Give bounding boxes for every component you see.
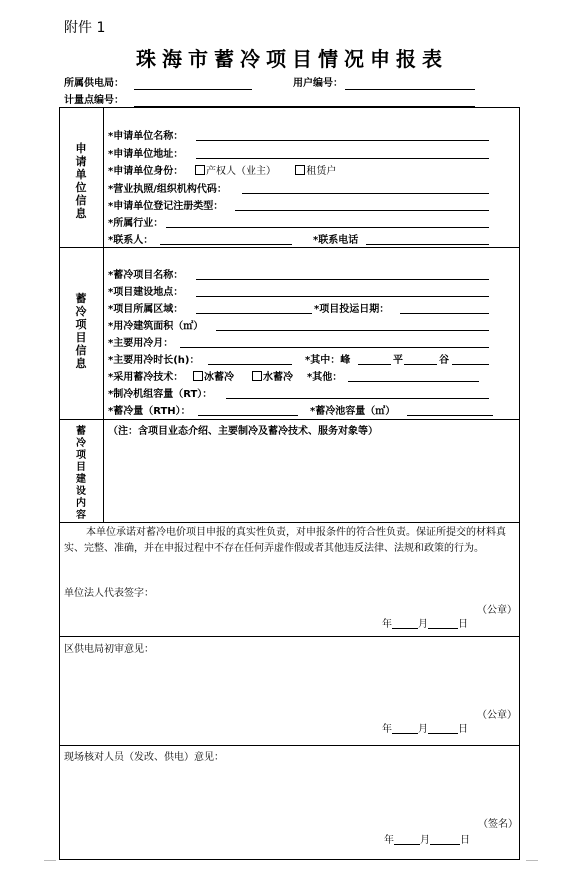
divider [59,636,520,637]
storage-capacity-label: *蓄冷量（RTH）： [108,406,191,417]
cooling-hours-label: *主要用冷时长(h)： [108,355,200,366]
user-no-label: 用户编号： [293,78,343,89]
phone-label: *联系电话 [313,235,359,246]
area-field[interactable] [216,319,489,331]
commitment-text: 本单位承诺对蓄冷电价项目申报的真实性负责，对申报条件的符合性负责。保证所提交的材料真实、完整、准确，并在申报过程中不存在任何弄虚作假或者其他违反法律、法规和政策的行为。 [64,527,506,554]
project-region-field[interactable] [196,302,312,314]
area-label: *用冷建筑面积（㎡） [108,321,204,332]
valley-label: 谷 [439,355,449,366]
contact-label: *联系人： [108,235,154,246]
applicant-address-label: *申请单位地址： [108,149,184,160]
valley-field[interactable] [452,353,489,365]
tech-options [190,368,293,383]
user-no-field[interactable] [345,77,475,90]
cooling-hours-field[interactable] [208,353,292,365]
review-date-line: 年 月 日 [382,724,468,735]
owner-option-label: 产权人（业主） [206,166,276,177]
section1-side-label: 申 请 单 位 信 息 [75,142,87,220]
divider [59,745,520,746]
form-title: 珠海市蓄冷项目情况申报表 [136,47,448,71]
page-corner-mark [526,860,538,861]
divider [59,419,520,420]
column-divider [103,107,104,522]
other-tech-field[interactable] [348,370,479,382]
divider [59,247,520,248]
project-name-label: *蓄冷项目名称： [108,270,184,281]
verify-sign-label: （签名） [478,819,518,830]
cooling-month-label: *主要用冷月： [108,338,174,349]
owner-checkbox[interactable] [195,165,205,175]
applicant-address-field[interactable] [196,147,489,159]
tank-capacity-label: *蓄冷池容量（㎥） [310,406,396,417]
license-label: *营业执照/组织机构代码： [108,184,227,195]
project-content-area[interactable] [108,438,514,518]
applicant-name-field[interactable] [196,129,489,141]
bureau-field[interactable] [134,77,252,90]
project-location-field[interactable] [196,285,489,297]
cooling-month-field[interactable] [180,336,489,348]
tenant-option-label: 租赁户 [306,166,337,177]
chiller-capacity-label: *制冷机组容量（RT）： [108,389,213,400]
applicant-name-label: *申请单位名称： [108,131,184,142]
tank-capacity-field[interactable] [407,404,493,416]
ice-storage-label: 冰蓄冷 [204,372,234,383]
page-corner-mark [44,860,56,861]
legal-rep-signature-label: 单位法人代表签字： [64,588,154,599]
tenant-checkbox[interactable] [295,165,305,175]
applicant-identity-label: *申请单位身份： [108,166,184,177]
bureau-label: 所属供电局： [64,78,124,89]
meter-no-label: 计量点编号： [64,95,124,106]
meter-no-field[interactable] [134,94,475,107]
site-verify-label: 现场核对人员（发改、供电）意见： [64,752,224,763]
flat-label: 平 [393,355,403,366]
peak-label: *其中：峰 [305,355,351,366]
section3-side-label: 蓄 冷 项 目 建 设 内 容 [76,426,86,521]
license-field[interactable] [242,182,489,194]
industry-label: *所属行业： [108,218,164,229]
section2-side-label: 蓄 冷 项 目 信 息 [75,292,87,370]
contact-field[interactable] [160,233,292,245]
other-tech-label: *其他： [307,372,343,383]
ice-storage-checkbox[interactable] [193,371,203,381]
review-seal-label: （公章） [477,710,517,721]
tech-label: *采用蓄冷技术： [108,372,184,383]
project-region-label: *项目所属区域： [108,304,184,315]
peak-field[interactable] [358,353,391,365]
start-date-label: *项目投运日期： [314,304,390,315]
identity-options [192,162,336,177]
industry-field[interactable] [166,216,489,228]
chiller-capacity-field[interactable] [226,387,489,399]
attachment-label: 附件 1 [64,20,106,36]
divider [59,522,520,523]
project-location-label: *项目建设地点： [108,287,184,298]
reg-type-label: *申请单位登记注册类型： [108,201,224,212]
date-line: 年 月 日 [382,619,468,630]
phone-field[interactable] [366,233,489,245]
project-name-field[interactable] [196,268,489,280]
project-content-note: （注：含项目业态介绍、主要制冷及蓄冷技术、服务对象等） [108,426,378,437]
bureau-review-label: 区供电局初审意见： [64,644,154,655]
water-storage-checkbox[interactable] [252,371,262,381]
water-storage-label: 水蓄冷 [262,372,293,383]
storage-capacity-field[interactable] [198,404,298,416]
official-seal-label: （公章） [477,605,517,616]
verify-date-line: 年 月 日 [384,835,470,846]
reg-type-field[interactable] [235,199,489,211]
start-date-field[interactable] [400,302,489,314]
flat-field[interactable] [404,353,437,365]
